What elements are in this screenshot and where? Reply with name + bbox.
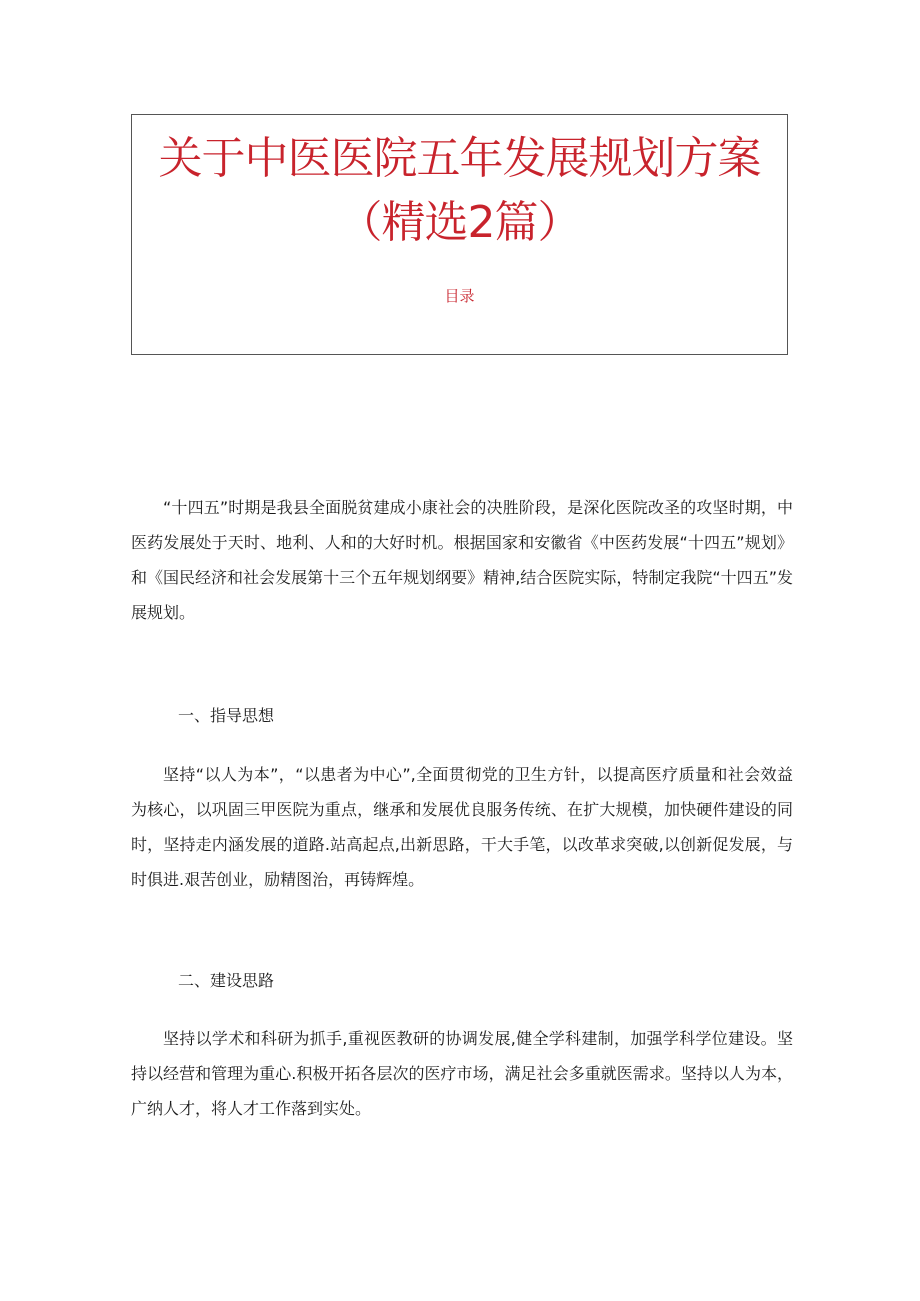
section2-paragraph: 坚持以学术和科研为抓手,重视医教研的协调发展,健全学科建制，加强学科学位建设。坚持以经营和管理为重心.积极开拓各层次的医疗市场，满足社会多重就医需求。坚持以人为本，广纳人才，将人才工作落到实处。	[131, 1029, 793, 1118]
section-heading-guiding-ideology: 一、指导思想	[178, 706, 275, 725]
section-heading-construction-ideas: 二、建设思路	[178, 971, 275, 990]
title-box	[131, 114, 788, 355]
document-title-line2: （精选2篇）	[338, 197, 581, 248]
document-title-line1: 关于中医医院五年发展规划方案	[158, 133, 761, 184]
section1-paragraph: 坚持“以人为本”，“以患者为中心”,全面贯彻党的卫生方针，以提高医疗质量和社会效益为核心，以巩固三甲医院为重点，继承和发展优良服务传统、在扩大规模，加快硬件建设的同时，坚持走内涵发展的道路.站高起点,出新思路，干大手笔，以改革求突破,以创新促发展，与时俱进.艰苦创业，励精图治，再铸辉煌。	[131, 765, 793, 889]
intro-paragraph: “十四五”时期是我县全面脱贫建成小康社会的决胜阶段，是深化医院改圣的攻坚时期，中医药发展处于天时、地利、人和的大好时机。根据国家和安徽省《中医药发展“十四五”规划》和《国民经济和社会发展第十三个五年规划纲要》精神,结合医院实际，特制定我院“十四五”发展规划。	[131, 498, 793, 622]
toc-link[interactable]: 目录	[444, 287, 475, 305]
